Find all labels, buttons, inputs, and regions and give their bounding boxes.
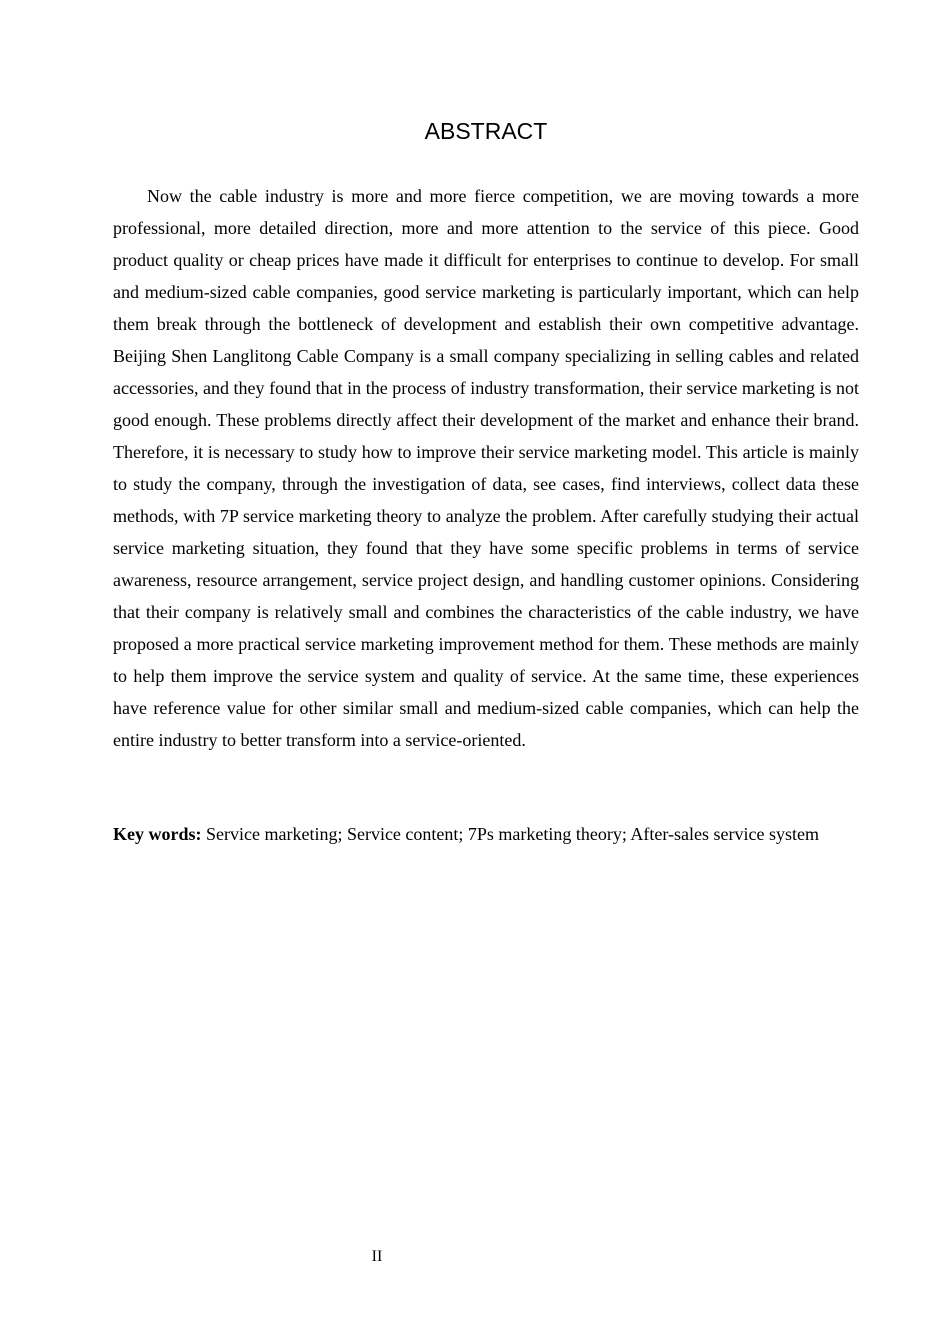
keywords-text: Service marketing; Service content; 7Ps marketing theory; After-sales service system: [201, 824, 819, 844]
abstract-title: ABSTRACT: [424, 118, 548, 144]
keywords-label: Key words:: [113, 824, 202, 844]
page-number: II: [371, 1248, 383, 1265]
abstract-paragraph: Now the cable industry is more and more fierce competition, we are moving towards a more professional, more detailed direction, more and more attention to the service of this piece. Good product quality or cheap prices have made it difficult for enterprises to continue to develop. For small and medium-sized cable companies, good service marketing is particularly important, which can help them break through the bottleneck of development and establish their own competitive advantage. Beijing Shen Langlitong Cable Company is a small company specializing in selling cables and related accessories, and they found that in the process of industry transformation, their service marketing is not good enough. These problems directly affect their development of the market and enhance their brand. Therefore, it is necessary to study how to improve their service marketing model. This article is mainly to study the company, through the investigation of data, see cases, find interviews, collect data these methods, with 7P service marketing theory to analyze the problem. After carefully studying their actual service marketing situation, they found that they have some specific problems in terms of service awareness, resource arrangement, service project design, and handling customer opinions. Considering that their company is relatively small and combines the characteristics of the cable industry, we have proposed a more practical service marketing improvement method for them. These methods are mainly to help them improve the service system and quality of service. At the same time, these experiences have reference value for other similar small and medium-sized cable companies, which can help the entire industry to better transform into a service-oriented.: [113, 186, 859, 750]
keywords-line: [113, 818, 859, 850]
